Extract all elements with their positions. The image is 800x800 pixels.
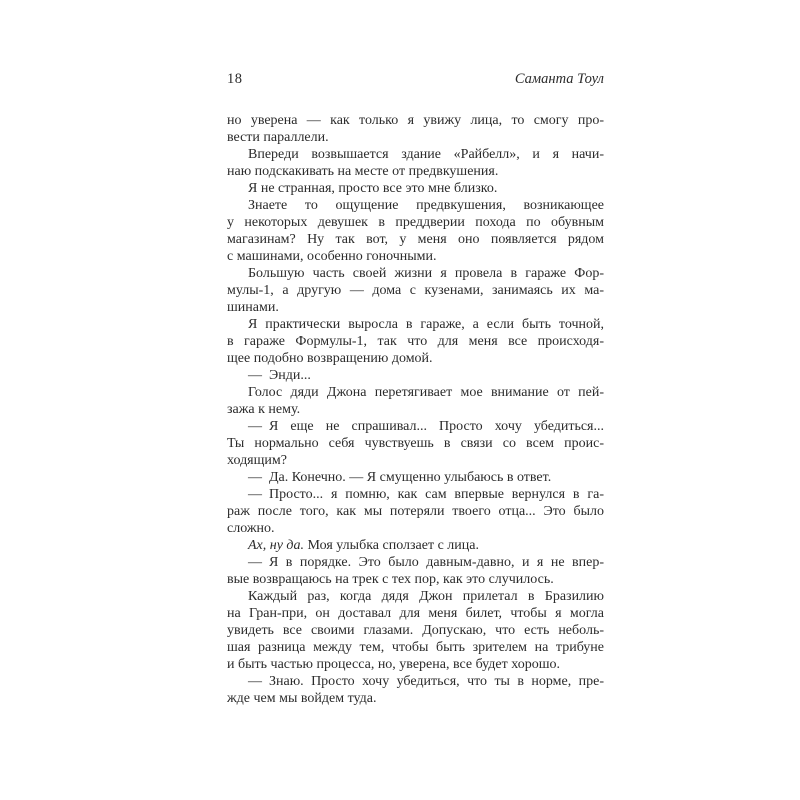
text-line: жде чем мы войдем туда. bbox=[227, 691, 377, 706]
text-line: шинами. bbox=[227, 300, 279, 315]
text-line: — Просто... я помню, как сам впервые вернулся в га- bbox=[248, 487, 604, 502]
paragraph bbox=[227, 469, 604, 486]
text-line: щее подобно возвращению домой. bbox=[227, 351, 433, 366]
paragraph bbox=[227, 537, 604, 554]
text-segment: Моя улыбка сползает с лица. bbox=[304, 538, 479, 553]
paragraph bbox=[227, 265, 604, 316]
text-line: магазинам? Ну так вот, у меня оно появляется рядом bbox=[227, 232, 604, 247]
italic-phrase: Ах, ну да. bbox=[248, 538, 305, 553]
text-line: в гараже Формулы-1, так что для меня все происходя- bbox=[227, 334, 604, 349]
paragraph bbox=[227, 316, 604, 367]
text-line: вести параллели. bbox=[227, 130, 329, 145]
text-line: — Энди... bbox=[248, 368, 311, 383]
paragraph bbox=[227, 197, 604, 265]
paragraph bbox=[227, 367, 604, 384]
text-line: — Да. Конечно. — Я смущенно улыбаюсь в ответ. bbox=[248, 470, 552, 485]
paragraph bbox=[227, 554, 604, 588]
text-line: с машинами, особенно гоночными. bbox=[227, 249, 437, 264]
text-line: Впереди возвышается здание «Райбелл», и я начи- bbox=[248, 147, 604, 162]
text-line: сложно. bbox=[227, 521, 275, 536]
text-line: увидеть все своими глазами. Допускаю, что есть неболь- bbox=[227, 623, 604, 638]
text-line: мулы-1, а другую — дома с кузенами, занимаясь их ма- bbox=[227, 283, 604, 298]
paragraph bbox=[227, 384, 604, 418]
text-line: на Гран-при, он доставал для меня билет, чтобы я могла bbox=[227, 606, 604, 621]
text-line: наю подскакивать на месте от предвкушения. bbox=[227, 164, 499, 179]
text-line: — Я в порядке. Это было давным-давно, и я не впер- bbox=[248, 555, 604, 570]
paragraph bbox=[227, 418, 604, 469]
text-line bbox=[227, 537, 604, 554]
body-text bbox=[227, 112, 604, 707]
paragraph bbox=[227, 588, 604, 673]
text-line: шая разница между тем, чтобы быть зрителем на трибуне bbox=[227, 640, 604, 655]
paragraph bbox=[227, 180, 604, 197]
text-line: и быть частью процесса, но, уверена, все будет хорошо. bbox=[227, 657, 561, 672]
text-line: Голос дяди Джона перетягивает мое внимание от пей- bbox=[248, 385, 604, 400]
text-line: Каждый раз, когда дядя Джон прилетал в Бразилию bbox=[248, 589, 604, 604]
paragraph bbox=[227, 673, 604, 707]
text-line: Знаете то ощущение предвкушения, возникающее bbox=[248, 198, 604, 213]
paragraph bbox=[227, 146, 604, 180]
author-name: Саманта Тоул bbox=[514, 71, 604, 87]
paragraph bbox=[227, 486, 604, 537]
text-line: Ты нормально себя чувствуешь в связи со всем проис- bbox=[227, 436, 604, 451]
text-line: — Я еще не спрашивал... Просто хочу убедиться... bbox=[248, 419, 604, 434]
text-line: Я практически выросла в гараже, а если быть точной, bbox=[248, 317, 604, 332]
text-line: зажа к нему. bbox=[227, 402, 301, 417]
text-line: раж после того, как мы потеряли твоего отца... Это было bbox=[227, 504, 604, 519]
text-line: у некоторых девушек в преддверии похода по обувным bbox=[227, 215, 604, 230]
text-line: Большую часть своей жизни я провела в гараже Фор- bbox=[248, 266, 604, 281]
running-head bbox=[227, 71, 604, 88]
page-number: 18 bbox=[227, 71, 243, 87]
paragraph bbox=[227, 112, 604, 146]
text-line: но уверена — как только я увижу лица, то смогу про- bbox=[227, 113, 604, 128]
text-line: — Знаю. Просто хочу убедиться, что ты в норме, пре- bbox=[248, 674, 604, 689]
text-line: ходящим? bbox=[227, 453, 287, 468]
text-line: вые возвращаюсь на трек с тех пор, как это случилось. bbox=[227, 572, 554, 587]
text-line: Я не странная, просто все это мне близко. bbox=[248, 181, 498, 196]
